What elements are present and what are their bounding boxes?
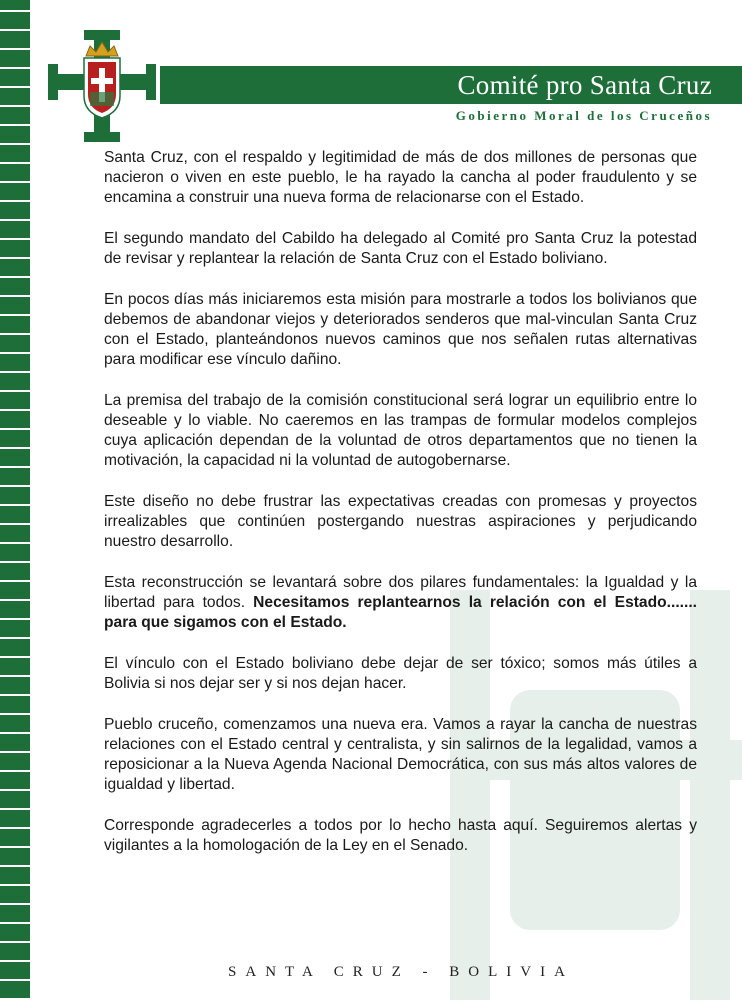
document-body [104,148,697,877]
paragraph-6 [104,573,697,633]
decorative-spiral-border [0,0,30,1000]
organization-title: Comité pro Santa Cruz [457,70,712,100]
paragraph-2: El segundo mandato del Cabildo ha delegado al Comité pro Santa Cruz la potestad de revisar y replantear la relación de Santa Cruz con el Estado boliviano. [104,230,697,267]
paragraph-6-text: Esta reconstrucción se levantará sobre dos pilares fundamentales: la Igualdad y la libertad para todos. [104,574,697,611]
paragraph-5: Este diseño no debe frustrar las expectativas creadas con promesas y proyectos irrealizables que continúen postergando nuestras aspiraciones y perjudicando nuestro desarrollo. [104,493,697,550]
paragraph-8: Pueblo cruceño, comenzamos una nueva era. Vamos a rayar la cancha de nuestras relaciones con el Estado central y centralista, y sin salirnos de la legalidad, vamos a reposicionar a la Nueva Agenda Nacional Democrática, con sus más altos valores de igualdad y libertad. [104,716,697,793]
santa-cruz-cross-crest-icon [48,30,156,142]
paragraph-1: Santa Cruz, con el respaldo y legitimidad de más de dos millones de personas que nacieron o viven en este pueblo, le ha rayado la cancha al poder fraudulento y se encamina a construir una nueva forma de relacionarse con el Estado. [104,149,697,206]
paragraph-4: La premisa del trabajo de la comisión constitucional será lograr un equilibrio entre lo deseable y lo viable. No caeremos en las trampas de formular modelos complejos cuya aplicación dependan de la voluntad de otros departamentos que no tienen la motivación, la capacidad ni la voluntad de autogobernarse. [104,392,697,469]
paragraph-7: El vínculo con el Estado boliviano debe dejar de ser tóxico; somos más útiles a Bolivia si nos dejar ser y si nos dejan hacer. [104,655,697,692]
footer-location: SANTA CRUZ - BOLIVIA [228,964,574,980]
organization-subtitle: Gobierno Moral de los Cruceños [455,108,712,123]
paragraph-6-bold-text: Necesitamos replantearnos la relación con el Estado....... para que sigamos con el Estado. [104,594,697,631]
paragraph-9: Corresponde agradecerles a todos por lo hecho hasta aquí. Seguiremos alertas y vigilantes a la homologación de la Ley en el Senado. [104,817,697,854]
paragraph-3: En pocos días más iniciaremos esta misión para mostrarle a todos los bolivianos que debemos de abandonar viejos y deteriorados senderos que mal-vinculan Santa Cruz con el Estado, planteándonos nuevos caminos que nos señalen rutas alternativas para modificar ese vínculo dañino. [104,291,697,368]
